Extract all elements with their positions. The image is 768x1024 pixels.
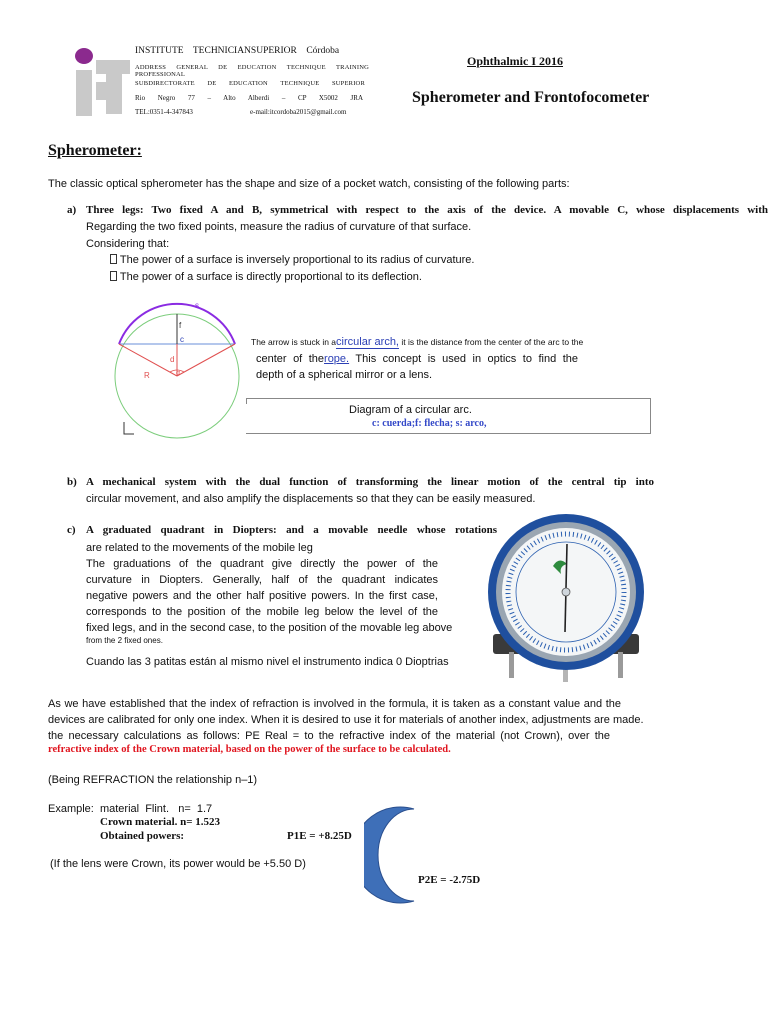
- established-line1: As we have established that the index of refraction is involved in the formula, it is taken as a constant value and the: [48, 698, 621, 710]
- item-c-line1: A graduated quadrant in Diopters: and a movable needle whose rotations: [86, 524, 497, 536]
- needle-hub: [562, 588, 570, 596]
- logo-t-bar: [96, 60, 130, 74]
- arc-text-line2-rest: This concept is used in optics to find the: [349, 353, 578, 365]
- bullet-direct-text: The power of a surface is directly proportional to its deflection.: [117, 271, 422, 283]
- established-line2: devices are calibrated for only one index. When it is desired to use it for materials of another index, adjustments are made.: [48, 714, 644, 726]
- diagram-caption-box: [246, 398, 651, 434]
- tel-line: TEL:0351-4-347843: [135, 108, 193, 116]
- item-c-marker: c): [67, 524, 76, 536]
- institute-name: INSTITUTE TECHNICIANSUPERIOR Córdoba: [135, 46, 340, 56]
- document-title: Spherometer and Frontofocometer: [412, 89, 650, 106]
- logo-dot: [75, 48, 93, 64]
- example-label: Example: material Flint. n= 1.7: [48, 803, 213, 815]
- intro-paragraph: The classic optical spherometer has the shape and size of a pocket watch, consisting of the following parts:: [48, 178, 570, 190]
- item-b-marker: b): [67, 476, 77, 488]
- item-c-small: from the 2 fixed ones.: [86, 636, 163, 645]
- bullet-direct: [110, 269, 422, 285]
- label-c: c: [180, 335, 184, 344]
- caption-line1: Diagram of a circular arc.: [349, 404, 472, 416]
- item-c-para-1: The graduations of the quadrant give directly the power of the: [86, 558, 438, 570]
- item-c-para-3: negative powers and the other half positive powers. In the first case,: [86, 590, 438, 602]
- spherometer-photo: [481, 514, 651, 682]
- item-c-para-2: curvature in Diopters. Generally, half of the quadrant indicates: [86, 574, 438, 586]
- power-p2e: P2E = -2.75D: [418, 874, 481, 886]
- caption-line2: c: cuerda;f: flecha; s: arco,: [372, 418, 487, 429]
- corner-mark: [124, 422, 134, 434]
- item-a-line1: Three legs: Two fixed A and B, symmetrical with respect to the axis of the device. A movable C, whose displacements with: [86, 204, 768, 216]
- power-p1e: P1E = +8.25D: [287, 830, 352, 842]
- rope-link[interactable]: rope.: [324, 353, 350, 365]
- institute-logo: [72, 46, 132, 118]
- arc-text-line2-start: center of the: [256, 353, 325, 365]
- item-b-line2: circular movement, and also amplify the displacements so that they can be easily measured.: [86, 493, 536, 505]
- meniscus-lens-icon: [364, 805, 420, 905]
- circular-arch-link[interactable]: circular arch,: [336, 336, 399, 348]
- crescent-shape: [364, 807, 414, 903]
- caption-left-rule: [246, 399, 247, 404]
- item-c-para-4: corresponds to the position of the mobile leg below the level of the: [86, 606, 438, 618]
- label-R: R: [144, 371, 150, 380]
- arc-text-part1: The arrow is stuck in a: [251, 337, 337, 347]
- item-a-marker: a): [67, 204, 77, 216]
- item-b-line1: A mechanical system with the dual function of transforming the linear motion of the central tip into: [86, 476, 654, 488]
- item-c-last: Cuando las 3 patitas están al mismo nivel el instrumento indica 0 Dioptrias: [86, 656, 449, 668]
- established-line3: the necessary calculations as follows: PE Real = to the refractive index of the material (not Crown), over the: [48, 730, 610, 742]
- item-c-line2: are related to the movements of the mobile leg: [86, 542, 313, 554]
- refraction-note: (Being REFRACTION the relationship n–1): [48, 774, 258, 786]
- address-line: ADDRESS GENERAL DE EDUCATION TECHNIQUE TRAINING PROFESSIONAL: [135, 64, 369, 78]
- arc-description-line2: [256, 351, 578, 367]
- subdirectorate-line: SUBDIRECTORATE DE EDUCATION TECHNIQUE SUPERIOR: [135, 80, 365, 87]
- considering-label: Considering that:: [86, 238, 170, 250]
- radius-right: [177, 344, 235, 376]
- item-c-para-5: fixed legs, and in the second case, to the position of the movable leg above: [86, 622, 453, 634]
- arc-text-part2: it is the distance from the center of the arc to the: [399, 337, 584, 347]
- bullet-inverse: [110, 252, 474, 268]
- label-d: d: [170, 355, 175, 364]
- label-alpha: α: [176, 370, 181, 377]
- bullet-box-icon: [110, 254, 117, 264]
- obtained-powers-label: Obtained powers:: [100, 830, 185, 842]
- crown-material: Crown material. n= 1.523: [100, 816, 221, 828]
- leg-right: [618, 652, 623, 678]
- course-title: Ophthalmic I 2016: [467, 54, 564, 68]
- item-a-line2: Regarding the two fixed points, measure the radius of curvature of that surface.: [86, 221, 472, 233]
- circular-arc-diagram: [100, 296, 250, 486]
- leg-left: [509, 652, 514, 678]
- established-line4: refractive index of the Crown material, based on the power of the surface to be calculated.: [48, 744, 451, 755]
- street-line: Rio Negro 77 – Alto Alberdi – CP X5002 JRA: [135, 94, 363, 102]
- bullet-inverse-text: The power of a surface is inversely proportional to its radius of curvature.: [117, 254, 475, 266]
- logo-i-stem: [76, 70, 92, 116]
- arc-description-line1: [251, 336, 583, 348]
- arc-description-line3: depth of a spherical mirror or a lens.: [256, 369, 433, 381]
- bullet-box-icon: [110, 271, 117, 281]
- logo-t-stem: [106, 74, 122, 114]
- logo-r-piece: [96, 82, 106, 100]
- crown-lens-note: (If the lens were Crown, its power would be +5.50 D): [50, 858, 306, 870]
- section-heading: Spherometer:: [48, 142, 142, 159]
- label-s: s: [195, 301, 199, 310]
- email-line: e-mail:itcordoba2015@gmail.com: [250, 108, 347, 116]
- label-f: f: [179, 321, 182, 330]
